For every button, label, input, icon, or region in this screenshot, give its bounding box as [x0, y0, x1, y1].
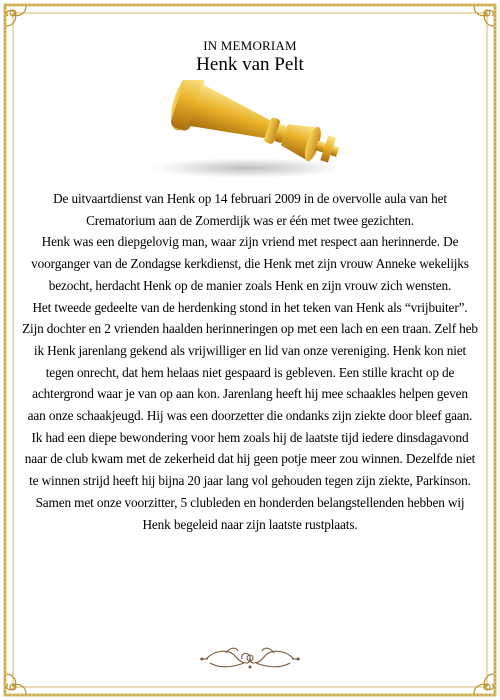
memorial-paragraph-4: Samen met onze voorzitter, 5 clubleden en honderden belangstellenden hebben wij Henk begeleid naar zijn laatste rustplaats.	[35, 494, 465, 532]
chess-piece-illustration	[22, 80, 478, 180]
memorial-name: Henk van Pelt	[196, 54, 304, 75]
memorial-paragraph-2: Henk was een diepgelovig man, waar zijn vriend met respect aan herinnerde. De voorganger van de Zondagse kerkdienst, die Henk met zijn vrouw Anneke wekelijks bezocht, herdacht Henk op de manier zoals Henk en zijn vrouw zich wensten.	[31, 234, 469, 293]
fallen-golden-king-icon	[22, 80, 478, 180]
memorial-heading: IN MEMORIAM	[203, 38, 297, 53]
scroll-ornament-icon	[196, 643, 304, 673]
memorial-paragraph-3: Het tweede gedeelte van de herdenking stond in het teken van Henk als “vrijbuiter”. Zijn dochter en 2 vrienden haalden herinneringen op met een lach en een traan. Zelf heb ik Henk jarenlang gekend als vrijwilliger en lid van onze vereniging. Henk kon niet tegen onrecht, dat hem helaas niet gespaard is gebleven. Een stille kracht op de achtergrond waar je van op aan kon. Jarenlang heeft hij mee schaakles helpen geven aan onze schaakjeugd. Hij was een doorzetter die ondanks zijn ziekte door bleef gaan. Ik had een diepe bewondering voor hem zoals hij de laatste tijd iedere dinsdagavond naar de club kwam met de zekerheid dat hij geen potje meer zou winnen. Dezelfde niet te winnen strijd heeft hij bijna 20 jaar lang vol gehouden tegen zijn ziekte, Parkinson.	[22, 299, 478, 489]
memorial-paragraph-1: De uitvaartdienst van Henk op 14 februari 2009 in de overvolle aula van het Crematorium aan de Zomerdijk was er één met twee gezichten.	[53, 191, 447, 228]
memorial-body	[22, 188, 478, 535]
memorial-content	[22, 38, 478, 535]
